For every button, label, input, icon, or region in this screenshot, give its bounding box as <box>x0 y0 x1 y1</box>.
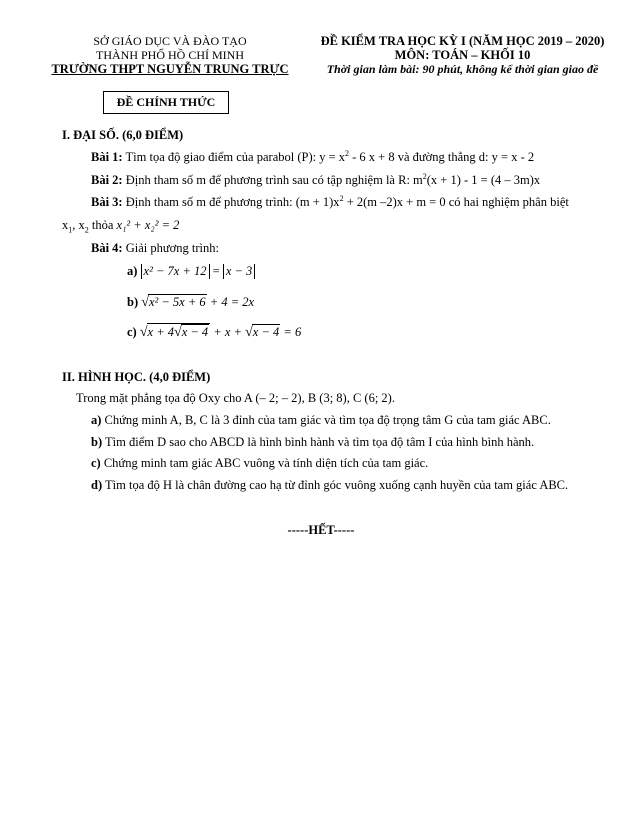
problem-3-sub1: 1 <box>68 225 73 235</box>
equation-c <box>127 323 301 341</box>
equation-c-rest: = 6 <box>280 325 302 339</box>
problem-2-text-b: (x + 1) - 1 = (4 – 3m)x <box>426 173 541 187</box>
equation-c-inner-radicand: x − 4 <box>181 325 209 339</box>
question-a <box>91 413 551 428</box>
school-name <box>40 62 300 76</box>
problem-3-comma: , x <box>72 218 85 232</box>
sqrt-symbol-2: √ <box>245 325 253 340</box>
algebra-heading: I. ĐẠI SỐ. (6,0 ĐIỂM) <box>62 128 184 142</box>
problem-3-condition: x₁² + x₂² = 2 <box>116 218 180 232</box>
problem-2-text-a: Định tham số m để phương trình sau có tập nghiệm là R: m <box>125 173 423 187</box>
equation-a-label: a) <box>127 264 138 278</box>
equation-a-equals: = <box>209 264 223 278</box>
problem-1 <box>91 150 534 165</box>
problem-3 <box>91 195 569 210</box>
sqrt-symbol: √ <box>141 295 149 310</box>
question-d-text: Tìm tọa độ H là chân đường cao hạ từ đỉnh góc vuông xuống cạnh huyền của tam giác ABC. <box>105 478 569 492</box>
question-c-label: c) <box>91 456 101 470</box>
header-right <box>300 34 625 76</box>
question-b-label: b) <box>91 435 103 449</box>
geometry-heading: II. HÌNH HỌC. (4,0 ĐIỂM) <box>62 370 211 384</box>
problem-4 <box>91 241 219 256</box>
end-marker: -----HẾT----- <box>287 523 355 537</box>
problem-3-var-x: x <box>62 218 69 232</box>
problem-3-sup: 2 <box>339 193 344 203</box>
exam-subject: MÔN: TOÁN – KHỐI 10 <box>394 48 531 62</box>
equation-c-radicand-2: x − 4 <box>252 325 280 339</box>
question-c <box>91 456 428 471</box>
sqrt-symbol-outer: √ <box>139 325 148 340</box>
problem-2-label: Bài 2: <box>91 173 123 187</box>
header-left <box>40 34 300 76</box>
problem-3-text-b: + 2(m –2)x + m = 0 có hai nghiệm phân biệt <box>343 195 569 209</box>
problem-4-label: Bài 4: <box>91 241 123 255</box>
question-a-text: Chứng minh A, B, C là 3 đỉnh của tam giác và tìm tọa độ trọng tâm G của tam giác ABC. <box>104 413 551 427</box>
problem-3-sub2: 2 <box>84 225 89 235</box>
equation-c-mid: + x + <box>210 325 246 339</box>
problem-3-text-a: Định tham số m để phương trình: (m + 1)x <box>125 195 340 209</box>
problem-4-text: Giải phương trình: <box>125 241 219 255</box>
problem-1-text-a: Tìm tọa độ giao điểm của parabol (P): y = x <box>125 150 346 164</box>
problem-3-line2 <box>62 218 179 233</box>
equation-c-outer-radicand <box>147 323 211 341</box>
question-b-text: Tìm điểm D sao cho ABCD là hình bình hành và tìm tọa độ tâm I của hình bình hành. <box>105 435 535 449</box>
question-d <box>91 478 568 493</box>
time-note: Thời gian làm bài: 90 phút, không kể thời gian giao đề <box>326 62 599 76</box>
equation-b-radicand: x² − 5x + 6 <box>148 295 206 309</box>
problem-1-text-b: - 6 x + 8 và đường thẳng d: y = x - 2 <box>349 150 535 164</box>
sqrt-symbol-inner: √ <box>174 325 182 340</box>
problem-3-satisfy: thỏa <box>88 218 117 232</box>
equation-a-right: x − 3 <box>223 264 255 279</box>
equation-c-label: c) <box>127 325 137 339</box>
equation-b-label: b) <box>127 295 139 309</box>
question-a-label: a) <box>91 413 102 427</box>
geometry-intro: Trong mặt phẳng tọa độ Oxy cho A (– 2; – 2), B (3; 8), C (6; 2). <box>76 391 395 405</box>
problem-3-label: Bài 3: <box>91 195 123 209</box>
question-c-text: Chứng minh tam giác ABC vuông và tính diện tích của tam giác. <box>103 456 429 470</box>
equation-b <box>127 294 254 311</box>
city-name: THÀNH PHỐ HỒ CHÍ MINH <box>96 48 244 62</box>
problem-2-sup: 2 <box>422 171 427 181</box>
question-b <box>91 435 534 450</box>
school-name-text: TRƯỜNG THPT NGUYỄN TRUNG TRỰC <box>51 62 289 76</box>
dept-name: SỞ GIÁO DỤC VÀ ĐÀO TẠO <box>93 34 247 48</box>
equation-b-rest: + 4 = 2x <box>206 295 255 309</box>
question-d-label: d) <box>91 478 103 492</box>
equation-c-outer-text: x + 4 <box>147 325 175 339</box>
equation-a <box>127 264 255 279</box>
official-label: ĐỀ CHÍNH THỨC <box>103 91 229 114</box>
exam-title: ĐỀ KIỂM TRA HỌC KỲ I (NĂM HỌC 2019 – 2020) <box>320 34 605 48</box>
problem-2 <box>91 173 540 188</box>
problem-1-label: Bài 1: <box>91 150 123 164</box>
problem-1-sup: 2 <box>345 148 350 158</box>
equation-a-left: x² − 7x + 12 <box>141 264 210 279</box>
